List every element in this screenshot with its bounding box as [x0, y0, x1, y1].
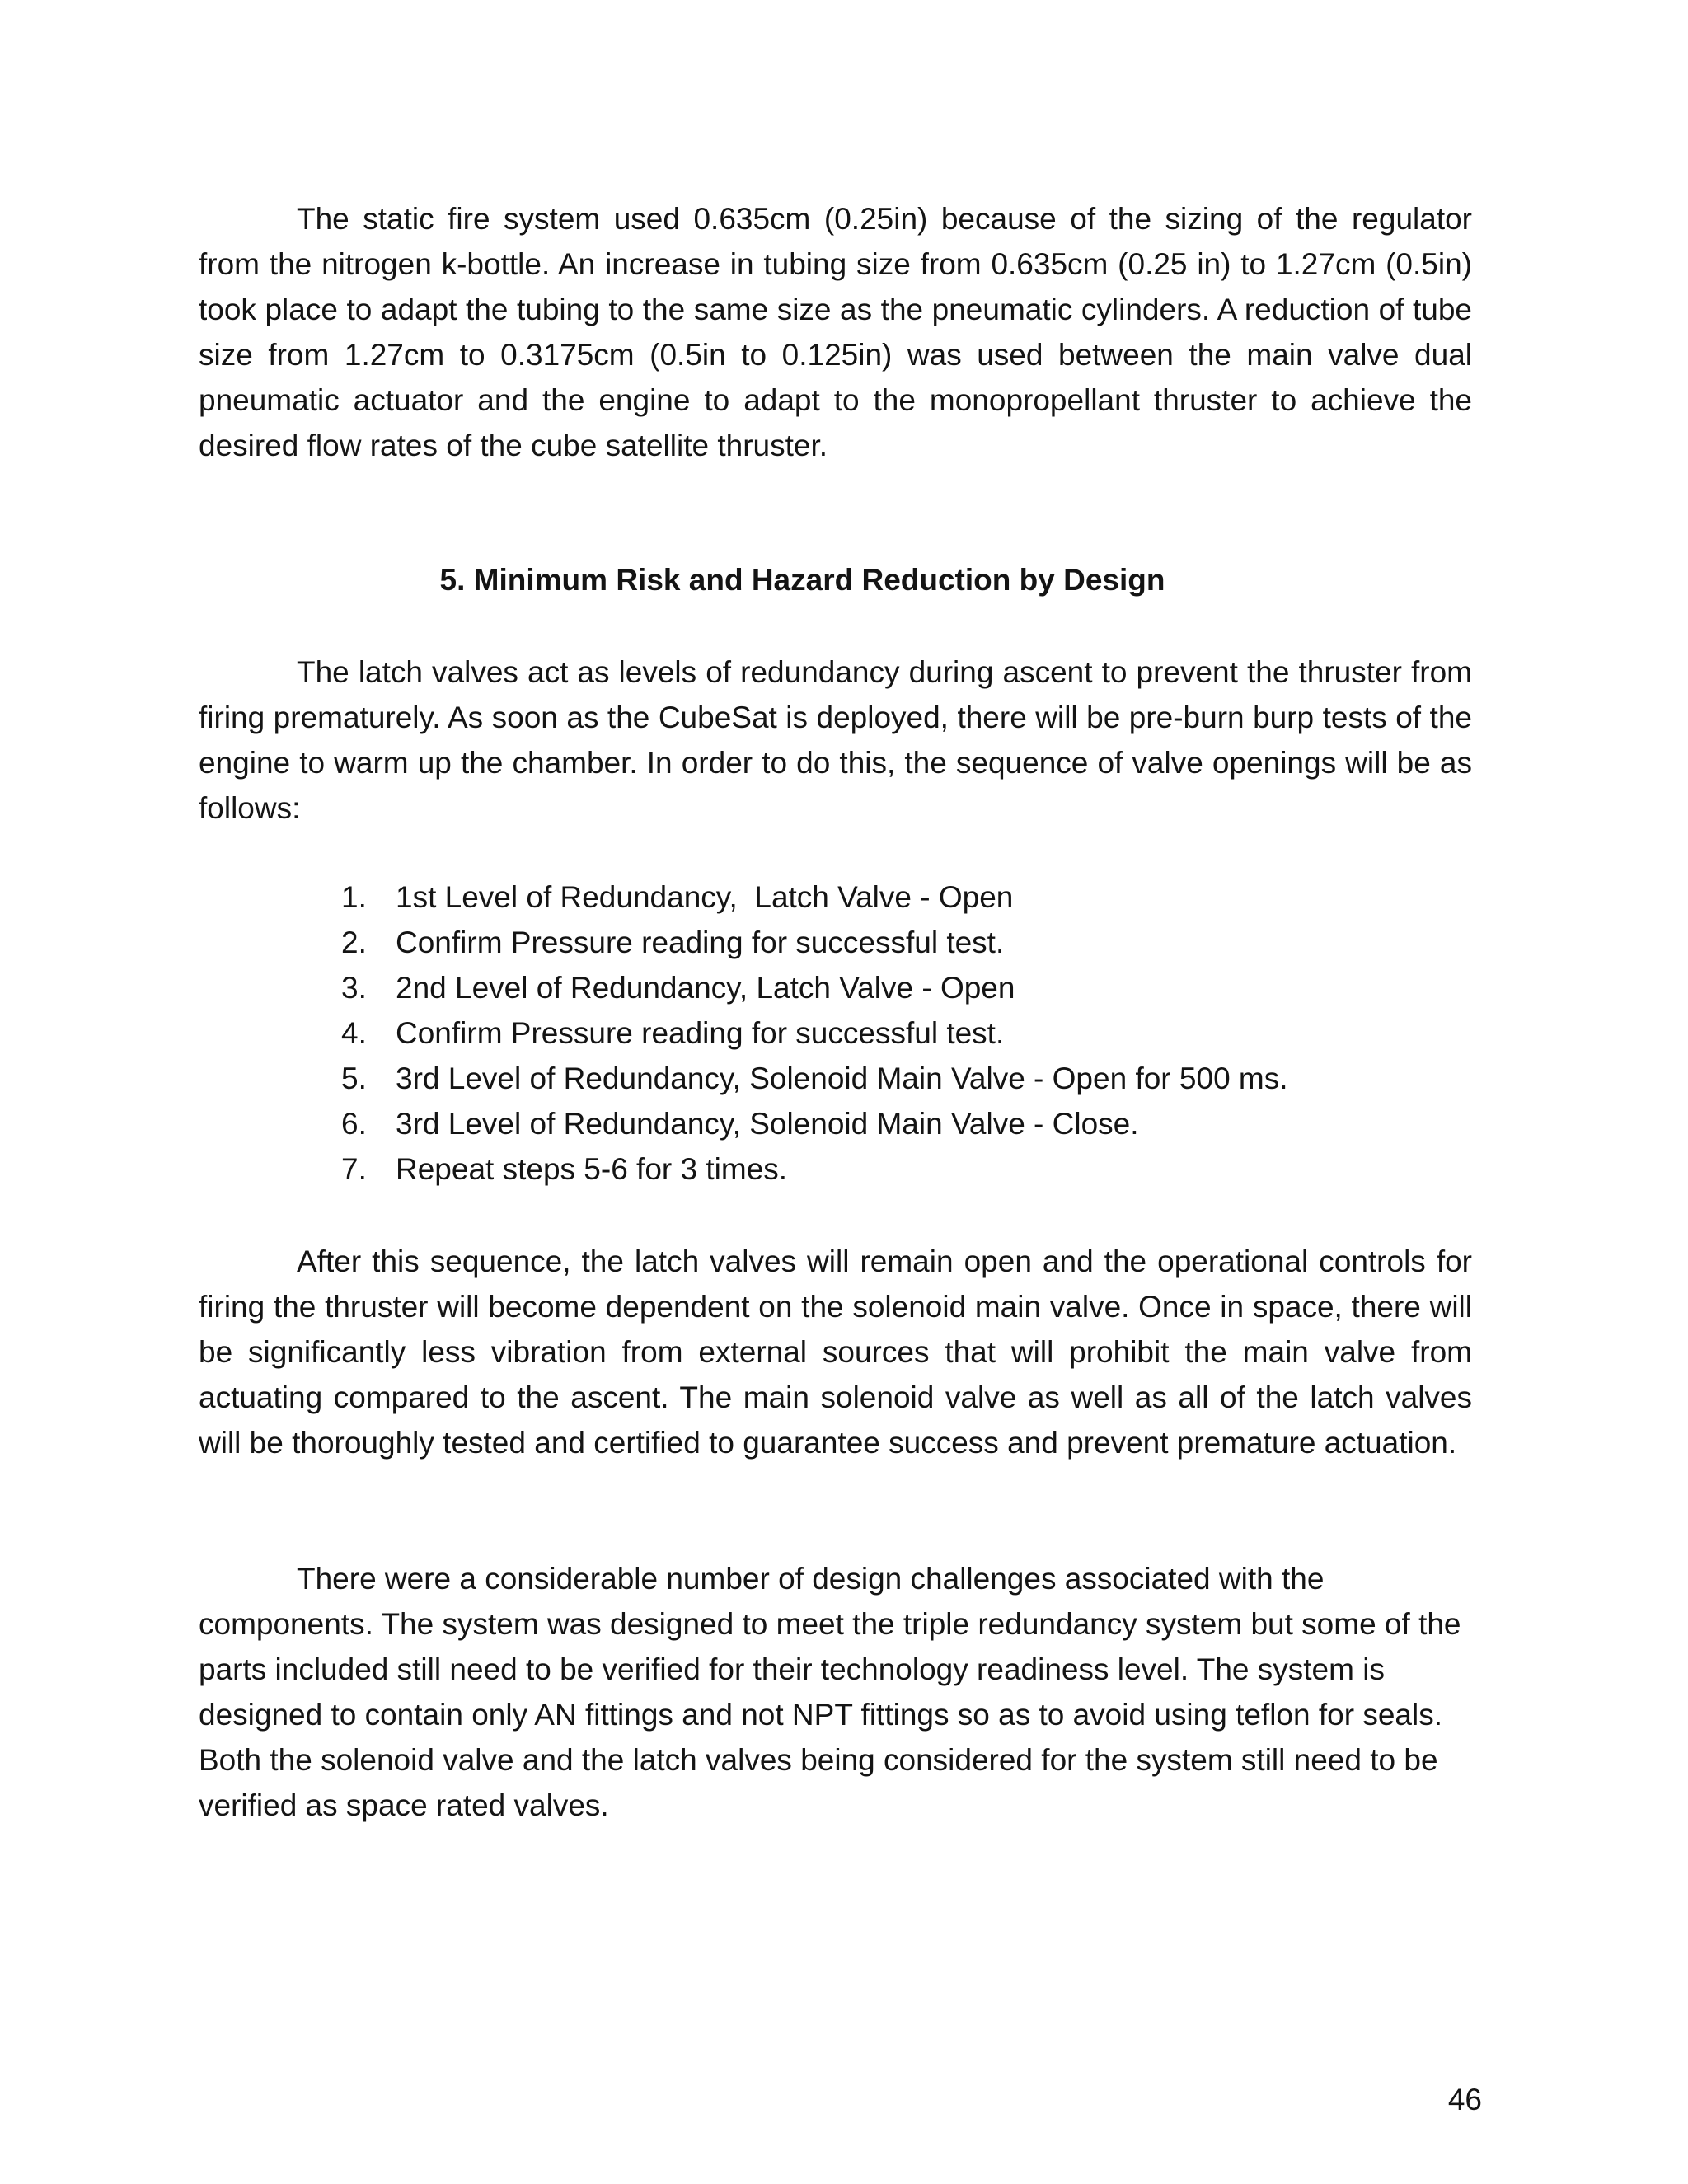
list-item-number: 6.: [341, 1107, 367, 1141]
list-item-text: 3rd Level of Redundancy, Solenoid Main Valve - Close.: [396, 1107, 1139, 1141]
list-item-number: 2.: [341, 926, 367, 959]
list-item-text: 1st Level of Redundancy, Latch Valve - Open: [396, 880, 1014, 914]
section-heading-text: 5. Minimum Risk and Hazard Reduction by Design: [439, 563, 1165, 597]
paragraph-design-challenges: There were a considerable number of design challenges associated with the components. The system was designed to meet the triple redundancy system but some of the parts included still need to be verified for their technology readiness level. The system is designed to contain only AN fittings and not NPT fittings so as to avoid using teflon for seals. Both the solenoid valve and the latch valves being considered for the system still need to be verified as space rated valves.: [199, 1562, 1461, 1822]
valve-sequence-list: [341, 874, 1495, 1192]
list-item-number: 5.: [341, 1062, 367, 1095]
paragraph-tubing-sizes: The static fire system used 0.635cm (0.25in) because of the sizing of the regulator from the nitrogen k-bottle. An increase in tubing size from 0.635cm (0.25 in) to 1.27cm (0.5in) took place to adapt the tubing to the same size as the pneumatic cylinders. A reduction of tube size from 1.27cm to 0.3175cm (0.5in to 0.125in) was used between the main valve dual pneumatic actuator and the engine to adapt to the monopropellant thruster to achieve the desired flow rates of the cube satellite thruster.: [199, 202, 1472, 462]
list-item: [341, 874, 1495, 920]
list-item-number: 7.: [341, 1152, 367, 1186]
list-item-number: 1.: [341, 880, 367, 914]
list-item-number: 3.: [341, 971, 367, 1005]
list-item: [341, 1101, 1495, 1146]
list-item: [341, 965, 1495, 1010]
page-number: 46: [1447, 2083, 1482, 2116]
paragraph-after-sequence: After this sequence, the latch valves will remain open and the operational controls for firing the thruster will become dependent on the solenoid main valve. Once in space, there will be significantly less vibration from external sources that will prohibit the main valve from actuating compared to the ascent. The main solenoid valve as well as all of the latch valves will be thoroughly tested and certified to guarantee success and prevent premature actuation.: [199, 1244, 1472, 1460]
list-item: [341, 1146, 1495, 1192]
list-item-text: 3rd Level of Redundancy, Solenoid Main Valve - Open for 500 ms.: [396, 1062, 1288, 1095]
list-item: [341, 1010, 1495, 1056]
list-item: [341, 920, 1495, 965]
list-item-text: Confirm Pressure reading for successful test.: [396, 926, 1005, 959]
list-item-text: 2nd Level of Redundancy, Latch Valve - Open: [396, 971, 1015, 1005]
list-item-text: Repeat steps 5-6 for 3 times.: [396, 1152, 788, 1186]
list-item-number: 4.: [341, 1016, 367, 1050]
section-heading: [199, 557, 1472, 602]
paragraph-latch-valves: The latch valves act as levels of redundancy during ascent to prevent the thruster from firing prematurely. As soon as the CubeSat is deployed, there will be pre-burn burp tests of the engine to warm up the chamber. In order to do this, the sequence of valve openings will be as follows:: [199, 655, 1472, 825]
list-item-text: Confirm Pressure reading for successful test.: [396, 1016, 1005, 1050]
list-item: [341, 1056, 1495, 1101]
